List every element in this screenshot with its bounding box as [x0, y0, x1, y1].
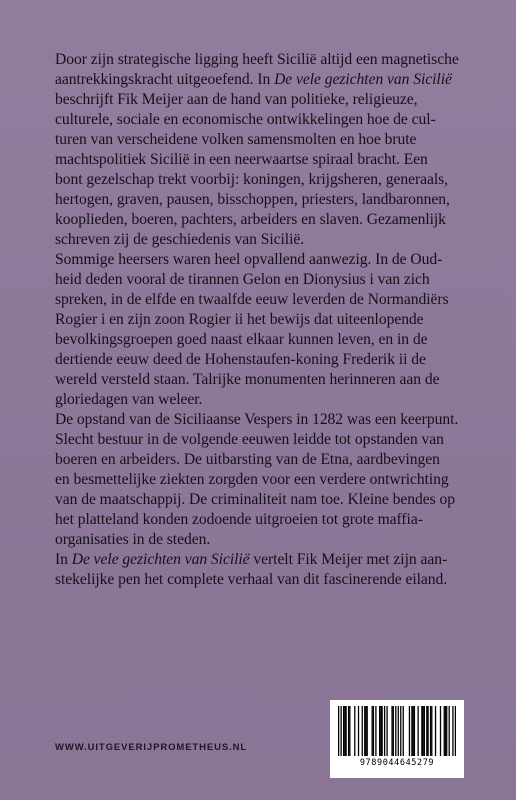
blurb-line	[55, 210, 475, 230]
blurb-line	[55, 530, 475, 550]
barcode-bar	[367, 706, 368, 756]
barcode-bar	[411, 706, 412, 756]
blurb-line	[55, 470, 475, 490]
blurb-line	[55, 130, 475, 150]
barcode-bar	[427, 706, 428, 756]
barcode-bar	[393, 706, 394, 756]
blurb-segment: dertiende eeuw deed de Hohenstaufen-koning Frederik ii de	[55, 351, 426, 368]
blurb-line	[55, 230, 475, 250]
barcode-bar	[372, 706, 373, 756]
barcode-bar	[395, 706, 396, 756]
barcode-bar	[348, 706, 349, 756]
blurb-line	[55, 370, 475, 390]
isbn-barcode	[330, 700, 464, 778]
blurb-segment: In	[55, 551, 72, 568]
blurb-line	[55, 70, 475, 90]
barcode-bar	[358, 706, 359, 756]
blurb-segment: kooplieden, boeren, pachters, arbeiders en slaven. Gezamenlijk	[55, 211, 446, 228]
blurb-segment: machtspolitiek Sicilië in een neerwaartse spiraal bracht. Een	[55, 151, 428, 168]
barcode-bar	[380, 706, 381, 756]
blurb-segment: De vele gezichten van Sicilië	[71, 551, 250, 568]
barcode-digits: 9789044645279	[359, 758, 435, 768]
barcode-bar	[440, 706, 441, 756]
blurb-segment: Sommige heersers waren heel opvallend aanwezig. In de Oud-	[55, 251, 443, 268]
barcode-bar	[381, 706, 382, 756]
blurb-line	[55, 150, 475, 170]
barcode-bar	[362, 706, 363, 756]
barcode-bar	[398, 706, 399, 756]
barcode-bar	[354, 706, 355, 756]
barcode-bar	[349, 706, 350, 756]
barcode-bar	[424, 706, 425, 756]
barcode-bar	[431, 706, 432, 756]
barcode-bar	[435, 706, 436, 756]
blurb-segment: wereld versteld staan. Talrijke monumenten herinneren aan de	[55, 371, 440, 388]
blurb-segment: bevolkingsgroepen goed naast elkaar kunnen leven, en in de	[55, 331, 428, 348]
barcode-bar	[391, 706, 392, 756]
blurb-segment: heid deden vooral de tirannen Gelon en Dionysius i van zich	[55, 271, 430, 288]
barcode-bar	[343, 706, 344, 756]
blurb-segment: gloriedagen van weleer.	[55, 391, 203, 408]
blurb-segment: organisaties in de steden.	[55, 531, 211, 548]
blurb-segment: bont gezelschap trekt voorbij: koningen, krijgsheren, generaals,	[55, 171, 449, 188]
blurb-line	[55, 430, 475, 450]
blurb-line	[55, 90, 475, 110]
barcode-bar	[449, 706, 450, 756]
blurb-segment: Door zijn strategische ligging heeft Sicilië altijd een magnetische	[55, 51, 459, 68]
blurb-segment: De opstand van de Siciliaanse Vespers in 1282 was een keerpunt.	[55, 411, 459, 428]
barcode-bar	[413, 706, 414, 756]
blurb-segment: aantrekkingskracht uitgeoefend. In	[55, 71, 275, 88]
blurb-segment: turen van verscheidene volken samensmolten en hoe brute	[55, 131, 417, 148]
blurb-line	[55, 310, 475, 330]
barcode-bar	[384, 706, 385, 756]
barcode-bar	[422, 706, 423, 756]
blurb-text	[55, 50, 475, 590]
publisher-website: WWW.UITGEVERIJPROMETHEUS.NL	[55, 742, 248, 753]
barcode-bar	[403, 706, 404, 756]
barcode-bar	[365, 706, 366, 756]
blurb-segment: spreken, in de elfde en twaalfde eeuw leverden de Normandiërs	[55, 291, 449, 308]
blurb-line	[55, 270, 475, 290]
barcode-bar	[338, 706, 339, 756]
blurb-segment: het platteland konden zodoende uitgroeien tot grote maffia-	[55, 511, 423, 528]
barcode-bars	[338, 706, 456, 756]
barcode-bar	[414, 706, 415, 756]
barcode-bar	[430, 706, 431, 756]
blurb-line	[55, 250, 475, 270]
blurb-line	[55, 290, 475, 310]
blurb-segment: van de maatschappij. De criminaliteit nam toe. Kleine bendes op	[55, 491, 455, 508]
barcode-bar	[386, 706, 387, 756]
blurb-segment: vertelt Fik Meijer met zijn aan-	[249, 551, 448, 568]
barcode-bar	[340, 706, 341, 756]
blurb-line	[55, 170, 475, 190]
barcode-bar	[400, 706, 401, 756]
barcode-bar	[373, 706, 374, 756]
blurb-line	[55, 110, 475, 130]
blurb-segment: stekelijke pen het complete verhaal van dit fascinerende eiland.	[55, 571, 448, 588]
blurb-line	[55, 330, 475, 350]
blurb-segment: Slecht bestuur in de volgende eeuwen leidde tot opstanden van	[55, 431, 444, 448]
blurb-line	[55, 190, 475, 210]
blurb-segment: Rogier i en zijn zoon Rogier ii het bewijs dat uiteenlopende	[55, 311, 424, 328]
barcode-bar	[364, 706, 365, 756]
blurb-line	[55, 50, 475, 70]
barcode-bar	[426, 706, 427, 756]
blurb-segment: hertogen, graven, pausen, bisschoppen, priesters, landbaronnen,	[55, 191, 450, 208]
blurb-segment: beschrijft Fik Meijer aan de hand van politieke, religieuze,	[55, 91, 418, 108]
barcode-bar	[409, 706, 410, 756]
barcode-bar	[344, 706, 345, 756]
barcode-bar	[379, 706, 380, 756]
blurb-segment: De vele gezichten van Sicilië	[274, 71, 452, 88]
barcode-bar	[375, 706, 376, 756]
barcode-bar	[446, 706, 447, 756]
barcode-bar	[445, 706, 446, 756]
barcode-bar	[345, 706, 346, 756]
blurb-line	[55, 570, 475, 590]
blurb-line	[55, 410, 475, 430]
blurb-line	[55, 390, 475, 410]
barcode-bar	[421, 706, 422, 756]
blurb-line	[55, 550, 475, 570]
blurb-segment: schreven zij de geschiedenis van Sicilië.	[55, 231, 305, 248]
barcode-bar	[455, 706, 456, 756]
blurb-segment: en besmettelijke ziekten zorgden voor een verdere ontwrichting	[55, 471, 449, 488]
blurb-line	[55, 510, 475, 530]
barcode-bar	[417, 706, 418, 756]
blurb-segment: boeren en arbeiders. De uitbarsting van de Etna, aardbevingen	[55, 451, 440, 468]
blurb-segment: culturele, sociale en economische ontwikkelingen hoe de cul-	[55, 111, 436, 128]
barcode-bar	[444, 706, 445, 756]
blurb-line	[55, 350, 475, 370]
blurb-line	[55, 450, 475, 470]
barcode-bar	[452, 706, 453, 756]
blurb-line	[55, 490, 475, 510]
